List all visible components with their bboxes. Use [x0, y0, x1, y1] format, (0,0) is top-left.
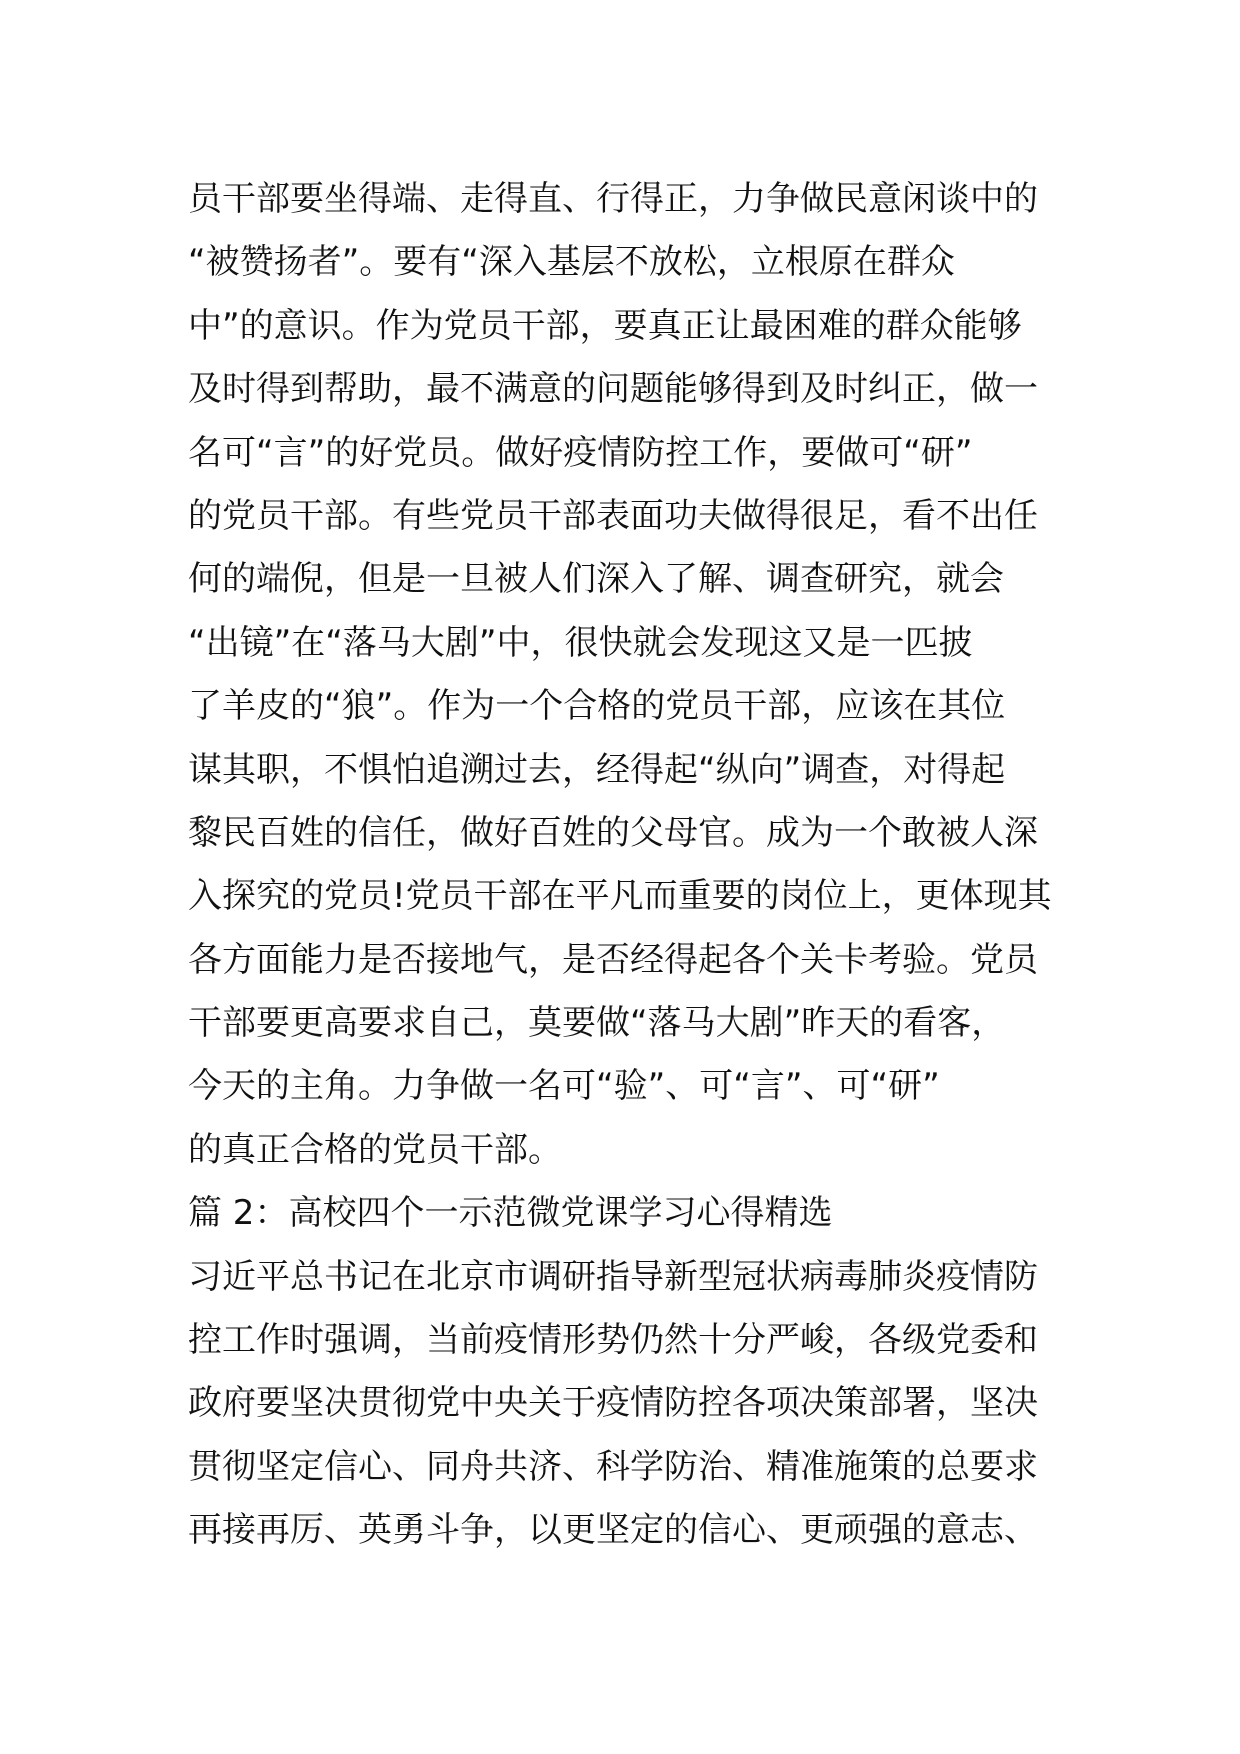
text-line: 的党员干部。有些党员干部表面功夫做得很足，看不出任	[188, 495, 1038, 536]
text-line: 及时得到帮助，最不满意的问题能够得到及时纠正，做一	[188, 369, 1038, 410]
text-line: 名可“言”的好党员。做好疫情防控工作，要做可“研”	[188, 432, 973, 473]
text-line: 员干部要坐得端、走得直、行得正，力争做民意闲谈中的	[188, 179, 1038, 219]
text-line: 习近平总书记在北京市调研指导新型冠状病毒肺炎疫情防	[188, 1256, 1038, 1297]
text-line: 黎民百姓的信任，做好百姓的父母官。成为一个敢被人深	[188, 812, 1038, 853]
text-line: 政府要坚决贯彻党中央关于疫情防控各项决策部署，坚决	[188, 1383, 1038, 1424]
section-heading: 篇 2：高校四个一示范微党课学习心得精选	[188, 1193, 833, 1234]
text-line: 的真正合格的党员干部。	[188, 1129, 562, 1170]
text-line: 各方面能力是否接地气，是否经得起各个关卡考验。党员	[188, 939, 1038, 980]
text-line: 再接再厉、英勇斗争，以更坚定的信心、更顽强的意志、	[188, 1510, 1038, 1551]
body-text	[188, 168, 1068, 1563]
text-line: 谋其职，不惧怕追溯过去，经得起“纵向”调查，对得起	[188, 749, 1006, 790]
text-line: 何的端倪，但是一旦被人们深入了解、调查研究，就会	[188, 559, 1004, 600]
text-line: 贯彻坚定信心、同舟共济、科学防治、精准施策的总要求	[188, 1446, 1038, 1487]
text-line: 入探究的党员!党员干部在平凡而重要的岗位上，更体现其	[188, 876, 1052, 917]
text-line: 中”的意识。作为党员干部，要真正让最困难的群众能够	[188, 305, 1022, 346]
text-line: “被赞扬者”。要有“深入基层不放松，立根原在群众	[188, 242, 955, 283]
text-line: 干部要更高要求自己，莫要做“落马大剧”昨天的看客，	[188, 1003, 1006, 1044]
text-line: 控工作时强调，当前疫情形势仍然十分严峻，各级党委和	[188, 1320, 1038, 1361]
text-line: 了羊皮的“狼”。作为一个合格的党员干部，应该在其位	[188, 686, 1006, 727]
text-line: “出镜”在“落马大剧”中，很快就会发现这又是一匹披	[188, 622, 973, 663]
text-line: 今天的主角。力争做一名可“验”、可“言”、可“研”	[188, 1066, 940, 1107]
